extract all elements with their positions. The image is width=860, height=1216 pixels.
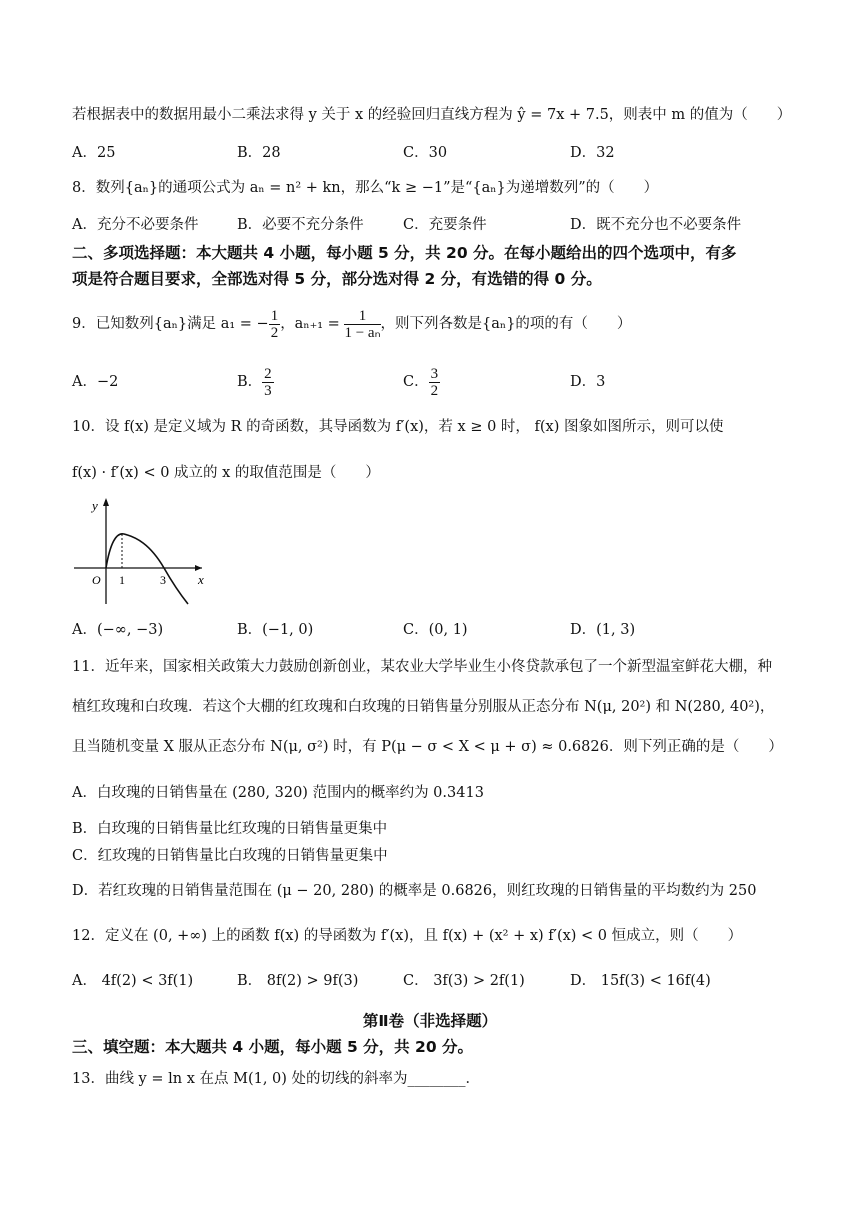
q11-text-line3: 且当随机变量 X 服从正态分布 N(μ, σ²) 时，有 P(μ − σ < X < μ + σ) ≈ 0.6826．则下列正确的是（ ） <box>72 739 783 755</box>
q12-text: 12．定义在 (0, +∞) 上的函数 f(x) 的导函数为 f′(x)，且 f(x) + (x² + x) f′(x) < 0 恒成立，则（ ） <box>72 928 743 944</box>
q9-option-c <box>403 362 440 402</box>
q9-option-d: D．3 <box>570 374 606 390</box>
section3-heading: 三、填空题：本大题共 4 小题，每小题 5 分，共 20 分。 <box>72 1038 474 1056</box>
q9-optc-num: 3 <box>430 365 439 382</box>
q9-frac1-num: 1 <box>270 307 279 324</box>
graph-label-y: y <box>92 498 98 513</box>
q9-mid: ，aₙ₊₁ = <box>280 316 340 332</box>
q7-option-b: B．28 <box>237 145 281 161</box>
q7-option-d: D．32 <box>570 145 615 161</box>
q8-option-c: C．充要条件 <box>403 217 487 233</box>
graph-x-arrow <box>195 565 202 571</box>
q8-option-a: A．充分不必要条件 <box>72 217 199 233</box>
q12-option-d: D． 15f(3) < 16f(4) <box>570 973 711 989</box>
q10-option-a: A．(−∞, −3) <box>72 622 164 638</box>
q9-option-a: A．−2 <box>72 374 119 390</box>
q11-option-a: A．白玫瑰的日销售量在 (280, 320) 范围内的概率约为 0.3413 <box>72 785 484 801</box>
q9-prefix: 9．已知数列{aₙ}满足 a₁ = − <box>72 316 269 332</box>
q12-option-b: B． 8f(2) > 9f(3) <box>237 973 359 989</box>
part2-title: 第Ⅱ卷（非选择题） <box>362 1012 498 1030</box>
q8-option-d: D．既不充分也不必要条件 <box>570 217 742 233</box>
q9-option-c-fraction <box>429 366 441 399</box>
q9-option-b-fraction <box>262 366 274 399</box>
q9-option-b <box>237 362 274 402</box>
q9-fraction-1 <box>269 308 281 341</box>
q10-function-graph <box>70 494 210 612</box>
q7-text: 若根据表中的数据用最小二乘法求得 y 关于 x 的经验回归直线方程为 ŷ = 7x + 7.5，则表中 m 的值为（ ） <box>72 107 792 123</box>
q7-option-a: A．25 <box>72 145 116 161</box>
q10-option-d: D．(1, 3) <box>570 622 636 638</box>
q9-option-b-label: B． <box>237 374 263 390</box>
q9-frac2-num: 1 <box>344 308 380 325</box>
q10-text-line1: 10．设 f(x) 是定义域为 R 的奇函数，其导函数为 f′(x)，若 x ≥ 0 时， f(x) 图象如图所示，则可以使 <box>72 419 724 435</box>
q12-option-a: A． 4f(2) < 3f(1) <box>72 973 194 989</box>
q13-text: 13．曲线 y = ln x 在点 M(1, 0) 处的切线的斜率为________． <box>72 1071 481 1087</box>
q10-option-b: B．(−1, 0) <box>237 622 314 638</box>
q8-option-b: B．必要不充分条件 <box>237 217 364 233</box>
q9-option-c-label: C． <box>403 374 429 390</box>
q10-option-c: C．(0, 1) <box>403 622 468 638</box>
graph-curve <box>106 534 188 604</box>
q9-frac1-den: 2 <box>270 324 279 341</box>
q7-option-c: C．30 <box>403 145 448 161</box>
q9-suffix: ，则下列各数是{aₙ}的项的有（ ） <box>380 316 632 332</box>
q11-option-d: D．若红玫瑰的日销售量范围在 (μ − 20, 280) 的概率是 0.6826，则红玫瑰的日销售量的平均数约为 250 <box>72 883 757 899</box>
q12-option-c: C． 3f(3) > 2f(1) <box>403 973 525 989</box>
q9-optb-num: 2 <box>264 365 272 382</box>
q11-text-line1: 11．近年来，国家相关政策大力鼓励创新创业，某农业大学毕业生小佟贷款承包了一个新型温室鲜花大棚，种 <box>72 659 772 675</box>
q9-optc-den: 2 <box>430 382 439 399</box>
q9-fraction-2 <box>344 308 380 341</box>
graph-y-arrow <box>103 498 109 506</box>
graph-label-3: 3 <box>160 573 166 587</box>
section2-heading-line2: 项是符合题目要求，全部选对得 5 分，部分选对得 2 分，有选错的得 0 分。 <box>72 270 602 288</box>
graph-label-origin: O <box>92 573 101 587</box>
q9-frac2-den: 1 − aₙ <box>344 324 381 341</box>
q8-text: 8．数列{aₙ}的通项公式为 aₙ = n² + kn，那么“k ≥ −1”是“{aₙ}为递增数列”的（ ） <box>72 180 659 196</box>
graph-label-1: 1 <box>119 573 125 587</box>
q9-optb-den: 3 <box>264 382 272 399</box>
q11-text-line2: 植红玫瑰和白玫瑰．若这个大棚的红玫瑰和白玫瑰的日销售量分别服从正态分布 N(μ, 20²) 和 N(280, 40²)， <box>72 699 775 715</box>
q10-text-line2: f(x) · f′(x) < 0 成立的 x 的取值范围是（ ） <box>72 465 380 481</box>
q9-text <box>72 304 792 344</box>
section2-heading-line1: 二、多项选择题：本大题共 4 小题，每小题 5 分，共 20 分。在每小题给出的四个选项中，有多 <box>72 244 737 262</box>
q11-option-c: C．红玫瑰的日销售量比白玫瑰的日销售量更集中 <box>72 848 388 864</box>
q11-option-b: B．白玫瑰的日销售量比红玫瑰的日销售量更集中 <box>72 821 388 837</box>
graph-label-x: x <box>198 572 204 587</box>
